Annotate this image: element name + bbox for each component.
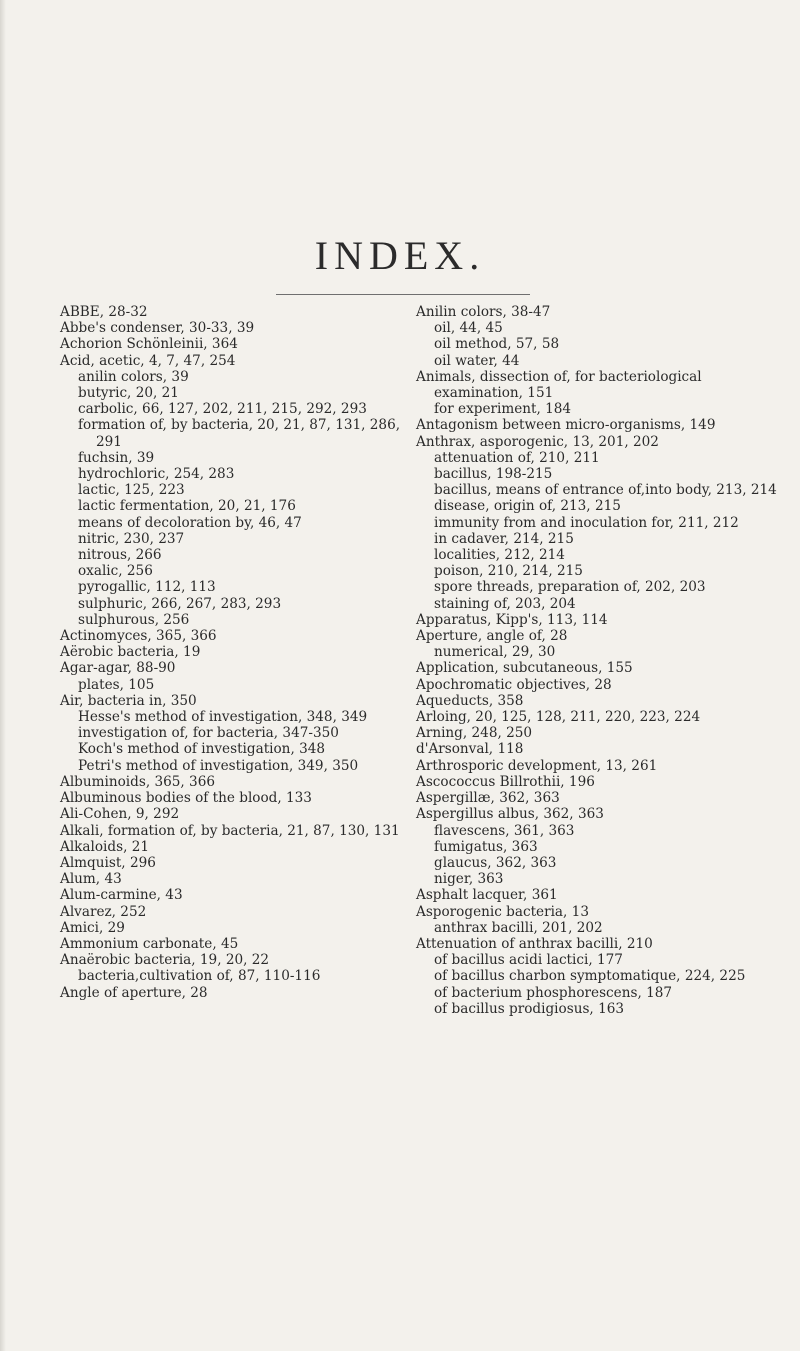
index-subentry: flavescens, 361, 363	[434, 822, 575, 839]
index-subentry: of bacillus prodigiosus, 163	[434, 1000, 625, 1017]
index-subentry: oil, 44, 45	[434, 320, 503, 337]
index-entry: Acid, acetic, 4, 7, 47, 254	[60, 352, 236, 369]
index-entry: Asphalt lacquer, 361	[416, 887, 558, 904]
index-entry: Ali-Cohen, 9, 292	[60, 806, 180, 823]
index-entry: ABBE, 28-32	[60, 304, 148, 320]
page-edge-shadow	[0, 0, 6, 1351]
index-subentry: of bacillus acidi lactici, 177	[434, 952, 623, 969]
index-entry: Aspergillus albus, 362, 363	[416, 806, 604, 823]
index-subentry: fuchsin, 39	[78, 449, 155, 466]
index-subentry: fumigatus, 363	[434, 838, 538, 855]
index-entry: Aqueducts, 358	[416, 692, 524, 709]
index-entry: Apochromatic objectives, 28	[416, 676, 612, 693]
index-subentry: nitrous, 266	[78, 547, 162, 564]
index-subentry: hydrochloric, 254, 283	[78, 466, 235, 483]
index-column-right	[416, 304, 786, 1017]
index-entry: Albuminoids, 365, 366	[60, 773, 216, 790]
index-entry: Alvarez, 252	[60, 903, 147, 920]
page-title: INDEX.	[314, 233, 486, 278]
index-entry: Arning, 248, 250	[416, 725, 533, 742]
index-subentry: bacillus, 198-215	[434, 466, 553, 483]
title-rule	[276, 294, 530, 295]
index-entry: Abbe's condenser, 30-33, 39	[60, 320, 255, 337]
index-subentry: attenuation of, 210, 211	[434, 449, 600, 466]
index-subentry: disease, origin of, 213, 215	[434, 498, 621, 515]
index-subentry: of bacillus charbon symptomatique, 224, 225	[434, 968, 746, 985]
index-subentry: anilin colors, 39	[78, 368, 189, 385]
index-subentry: plates, 105	[78, 676, 155, 693]
index-entry: Anaërobic bacteria, 19, 20, 22	[60, 952, 270, 969]
index-subentry: pyrogallic, 112, 113	[78, 579, 216, 596]
index-entry: Anthrax, asporogenic, 13, 201, 202	[416, 433, 659, 450]
index-subentry: staining of, 203, 204	[434, 595, 576, 612]
index-subentry: bacillus, means of entrance of,into body, 213, 214	[434, 482, 777, 499]
index-subentry: Petri's method of investigation, 349, 350	[78, 757, 359, 774]
index-entry: Ascococcus Billrothii, 196	[416, 773, 595, 790]
index-entry: Asporogenic bacteria, 13	[416, 903, 589, 920]
index-entry: Arthrosporic development, 13, 261	[416, 757, 658, 774]
index-entry: Antagonism between micro-organisms, 149	[416, 417, 716, 434]
index-entry: Almquist, 296	[60, 854, 156, 871]
index-entry: Anilin colors, 38-47	[416, 304, 551, 320]
index-entry: Air, bacteria in, 350	[60, 692, 197, 709]
index-subentry: oxalic, 256	[78, 563, 153, 580]
index-subentry: Hesse's method of investigation, 348, 349	[78, 709, 368, 726]
index-entry: Attenuation of anthrax bacilli, 210	[416, 935, 653, 952]
index-subentry: butyric, 20, 21	[78, 385, 179, 402]
index-subentry: sulphuric, 266, 267, 283, 293	[78, 595, 282, 612]
index-subentry: oil method, 57, 58	[434, 336, 560, 353]
index-entry: Achorion Schönleinii, 364	[60, 336, 238, 353]
index-subentry: formation of, by bacteria, 20, 21, 87, 131, 286, 291	[78, 417, 401, 450]
index-entry: Alkaloids, 21	[60, 838, 150, 855]
index-entry: Aspergillæ, 362, 363	[416, 790, 560, 807]
index-entry: Apparatus, Kipp's, 113, 114	[416, 611, 608, 628]
index-subentry: means of decoloration by, 46, 47	[78, 514, 302, 531]
index-entry: Animals, dissection of, for bacteriological examination, 151	[416, 368, 702, 402]
index-subentry: poison, 210, 214, 215	[434, 563, 583, 580]
index-entry: d'Arsonval, 118	[416, 741, 524, 758]
index-entry: Albuminous bodies of the blood, 133	[60, 790, 312, 807]
index-entry: Aperture, angle of, 28	[416, 628, 568, 645]
index-subentry: anthrax bacilli, 201, 202	[434, 919, 603, 936]
index-column-left	[60, 304, 430, 1001]
index-subentry: in cadaver, 214, 215	[434, 530, 574, 547]
index-entry: Actinomyces, 365, 366	[60, 628, 217, 645]
index-subentry: numerical, 29, 30	[434, 644, 556, 661]
index-subentry: spore threads, preparation of, 202, 203	[434, 579, 706, 596]
index-entry: Alum, 43	[60, 871, 122, 888]
index-subentry: glaucus, 362, 363	[434, 854, 557, 871]
index-entry: Amici, 29	[60, 919, 125, 936]
index-entry: Alkali, formation of, by bacteria, 21, 87, 130, 131	[60, 822, 400, 839]
index-subentry: niger, 363	[434, 871, 504, 888]
index-subentry: sulphurous, 256	[78, 611, 190, 628]
index-entry: Angle of aperture, 28	[60, 984, 208, 1001]
index-subentry: lactic fermentation, 20, 21, 176	[78, 498, 296, 515]
index-subentry: bacteria,cultivation of, 87, 110-116	[78, 968, 321, 985]
index-entry: Application, subcutaneous, 155	[416, 660, 633, 677]
index-subentry: localities, 212, 214	[434, 547, 565, 564]
index-subentry: investigation of, for bacteria, 347-350	[78, 725, 339, 742]
index-entry: Alum-carmine, 43	[60, 887, 183, 904]
index-subentry: carbolic, 66, 127, 202, 211, 215, 292, 293	[78, 401, 367, 418]
index-entry: Aërobic bacteria, 19	[60, 644, 201, 661]
index-entry: Arloing, 20, 125, 128, 211, 220, 223, 224	[416, 709, 701, 726]
index-subentry: of bacterium phosphorescens, 187	[434, 984, 673, 1001]
index-subentry: immunity from and inoculation for, 211, 212	[434, 514, 739, 531]
index-subentry: lactic, 125, 223	[78, 482, 185, 499]
index-subentry: nitric, 230, 237	[78, 530, 185, 547]
index-subentry: for experiment, 184	[434, 401, 572, 418]
index-subentry: oil water, 44	[434, 352, 520, 369]
index-entry: Ammonium carbonate, 45	[60, 935, 239, 952]
index-subentry: Koch's method of investigation, 348	[78, 741, 326, 758]
index-entry: Agar-agar, 88-90	[60, 660, 176, 677]
